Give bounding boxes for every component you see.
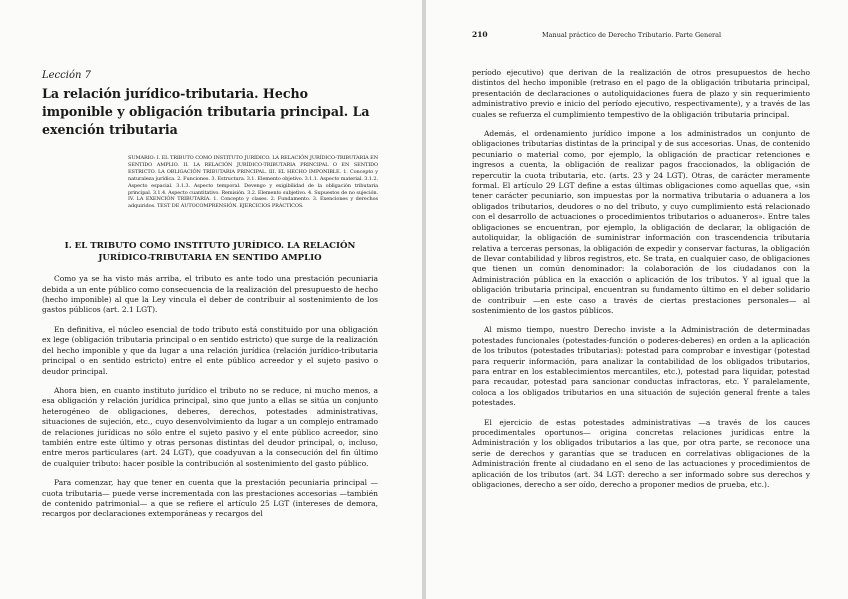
right-page [426,0,848,599]
running-head [472,30,810,39]
lesson-label: Lección 7 [42,70,91,81]
paragraph: Como ya se ha visto más arriba, el tributo es ante todo una prestación pecuniaria debida a un ente público como consecuencia de la realización del presupuesto de hecho (hecho imponible) al que la Ley vincula el deber de contribuir al sostenimiento de los gastos públicos (art. 2.1 LGT). [42,274,378,315]
running-title: Manual práctico de Derecho Tributario. Parte General [542,31,722,39]
paragraph: En definitiva, el núcleo esencial de todo tributo está constituido por una obligación ex lege (obligación tributaria principal o en sentido estricto) que surge de la realización del hecho imponible y que da lugar a una relación jurídica (relación jurídico-tributaria principal o en sentido estricto) entre el ente público acreedor y el sujeto pasivo o deudor principal. [42,324,378,376]
chapter-title: La relación jurídico-tributaria. Hecho imponible y obligación tributaria principal. La exención tributaria [42,86,370,137]
paragraph: Además, el ordenamiento jurídico impone a los administrados un conjunto de obligaciones tributarias distintas de la principal y de sus accesorias. Unas, de contenido pecuniario o material como, por ejemplo, la obligación de practicar retenciones e ingresos a cuenta, la obligación de realizar pagos fraccionados, la obligación de repercutir la cuota tributaria, etc. (arts. 23 y 24 LGT). Otras, de carácter meramente formal. El artículo 29 LGT define a estas últimas obligaciones como aquellas que, «sin tener carácter pecuniario, son impuestas por la normativa tributaria o aduanera a los obligados tributarios, deudores o no del tributo, y cuyo cumplimiento está relacionado con el desarrollo de actuaciones o procedimientos tributarios o aduaneros». Entre tales obligaciones se encuentran, por ejemplo, la obligación de declarar, la obligación de autoliquidar, la obligación de suministrar información con trascendencia tributaria relativa a terceras personas, la obligación de expedir y conservar facturas, la obligación de llevar contabilidad y libros registros, etc. Se trata, en cualquier caso, de obligaciones que tienen un común denominador: la colaboración de los ciudadanos con la Administración pública en la exacción o aplicación de los tributos. Y al igual que la obligación tributaria principal, encuentran su fundamento último en el deber solidario de contribuir —en este caso a través de ciertas prestaciones personales— al sostenimiento de los gastos públicos. [472,129,810,315]
page-number: 210 [472,30,488,39]
paragraph: El ejercicio de estas potestades administrativas —a través de los cauces procedimentales oportunos— origina concretas relaciones jurídicas entre la Administración y los obligados tributarios a las que, por otra parte, se reconoce una serie de derechos y garantías que se traducen en correlativas obligaciones de la Administración frente al ciudadano en el seno de las actuaciones y procedimientos de aplicación de los tributos (art. 34 LGT: derecho a ser informado sobre sus derechos y obligaciones, derecho a ser oído, derecho a proponer medios de prueba, etc.). [472,417,810,490]
paragraph: Ahora bien, en cuanto instituto jurídico el tributo no se reduce, ni mucho menos, a esa obligación y relación jurídica principal, sino que junto a ellas se sitúa un conjunto heterogéneo de obligaciones, deberes, derechos, potestades administrativas, situaciones de sujeción, etc., cuyo desenvolvimiento da lugar a un complejo entramado de relaciones jurídicas no sólo entre el sujeto pasivo y el ente público acreedor, sino también entre este último y otras personas distintas del deudor principal, o, incluso, entre meros particulares (art. 24 LGT), que coadyuvan a la consecución del fin último de cualquier tributo: hacer posible la contribución al sostenimiento del gasto público. [42,385,378,468]
paragraph: período ejecutivo) que derivan de la realización de otros presupuestos de hecho distintos del hecho imponible (retraso en el pago de la obligación tributaria principal, presentación de declaraciones o autoliquidaciones fuera de plazo y sin requerimiento administrativo previo e inicio del período ejecutivo, respectivamente), y a través de las cuales se refuerza el cumplimiento tempestivo de la obligación tributaria principal. [472,68,810,119]
chapter-summary: SUMARIO: I. EL TRIBUTO COMO INSTITUTO JURÍDICO. LA RELACIÓN JURÍDICO-TRIBUTARIA EN SENTIDO AMPLIO. II. LA RELACIÓN JURÍDICO-TRIBUTARIA PRINCIPAL O EN SENTIDO ESTRICTO. LA OBLIGACIÓN TRIBUTARIA PRINCIPAL. III. EL HECHO IMPONIBLE. 1. Concepto y naturaleza jurídica. 2. Funciones. 3. Estructura. 3.1. Elemento objetivo. 3.1.1. Aspecto material. 3.1.2. Aspecto espacial. 3.1.3. Aspecto temporal. Devengo y exigibilidad de la obligación tributaria principal. 3.1.4. Aspecto cuantitativo. Remisión. 3.2. Elemento subjetivo. 4. Supuestos de no sujeción. IV. LA EXENCIÓN TRIBUTARIA. 1. Concepto y clases. 2. Fundamento. 3. Exenciones y derechos adquiridos. TEST DE AUTOCOMPRENSIÓN. EJERCICIOS PRÁCTICOS. [128,155,378,210]
left-page [0,0,422,599]
paragraph: Para comenzar, hay que tener en cuenta que la prestación pecuniaria principal —cuota tributaria— puede verse incrementada con las prestaciones accesorias —también de contenido patrimonial— a que se refiere el artículo 25 LGT (intereses de demora, recargos por declaraciones extemporáneas y recargos del [42,478,378,519]
section-heading: I. EL TRIBUTO COMO INSTITUTO JURÍDICO. LA RELACIÓN JURÍDICO-TRIBUTARIA EN SENTIDO AMPLIO [64,241,356,264]
paragraph: Al mismo tiempo, nuestro Derecho inviste a la Administración de determinadas potestades funcionales (potestades-función o poderes-deberes) en orden a la aplicación de los tributos (potestades tributarias): potestad para comprobar e investigar (potestad para requerir información, para analizar la contabilidad de los obligados tributarios, para entrar en los establecimientos mercantiles, etc.), potestad para liquidar, potestad para recaudar, potestad para sancionar conductas infractoras, etc. Y paralelamente, coloca a los obligados tributarios en una situación de sujeción general frente a tales potestades. [472,325,810,408]
